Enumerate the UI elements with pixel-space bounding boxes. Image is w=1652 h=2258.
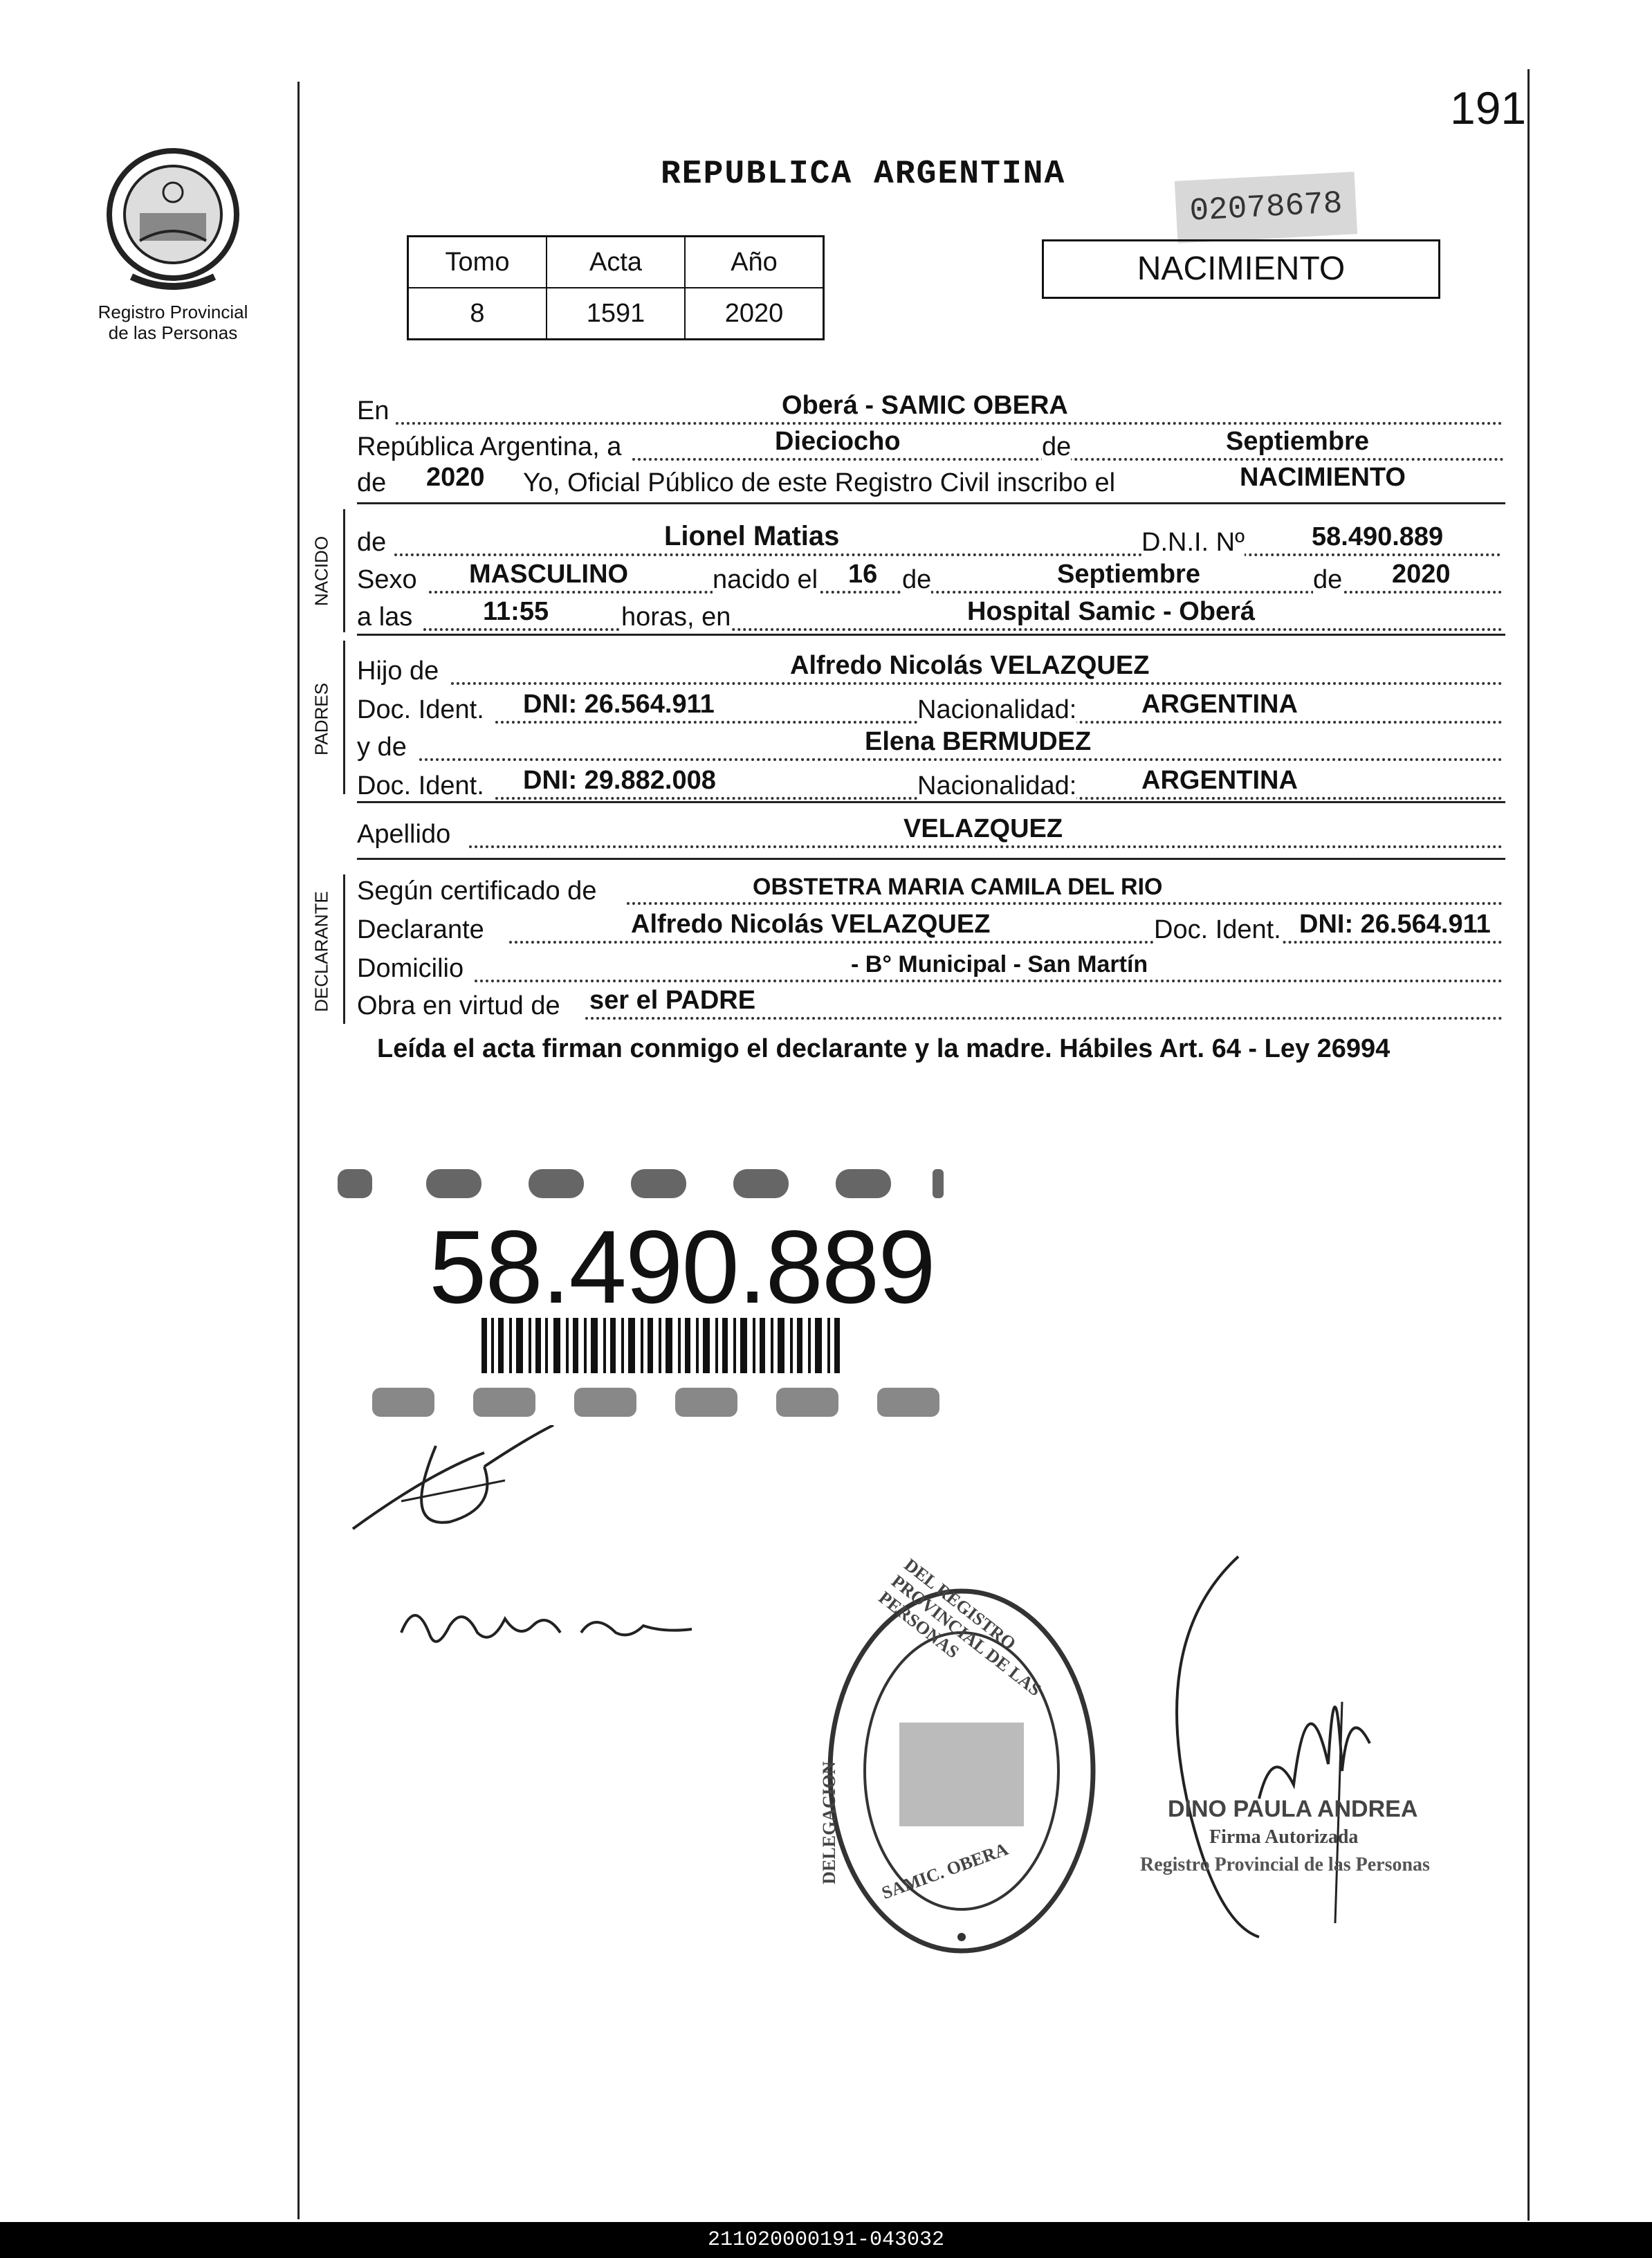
serial-number: 02078678 <box>1175 172 1357 243</box>
closing-statement: Leída el acta firman conmigo el declarante y la madre. Hábiles Art. 64 - Ley 26994 <box>377 1034 1391 1063</box>
label-domicilio: Domicilio <box>357 954 464 983</box>
official-signature <box>1135 1536 1439 1951</box>
label-hijo-de: Hijo de <box>357 657 439 686</box>
value-anio-inscripcion: 2020 <box>426 463 485 492</box>
value-dia: Dieciocho <box>775 427 901 456</box>
label-oficial: Yo, Oficial Público de este Registro Civil inscribo el <box>523 468 1116 497</box>
logo-caption-line1: Registro Provincial <box>98 302 248 322</box>
label-de2: de <box>357 468 387 497</box>
line-nombre <box>357 521 1505 560</box>
value-mes: Septiembre <box>1226 427 1369 456</box>
label-nacido-el: nacido el <box>713 565 818 594</box>
label-doc-ident-madre: Doc. Ident. <box>357 771 484 800</box>
registry-value-acta: 1591 <box>547 288 685 340</box>
logo-caption-line2: de las Personas <box>108 322 238 343</box>
section-bar-nacido <box>343 509 345 632</box>
page-number: 191 <box>1450 82 1527 134</box>
watermark-pattern-top <box>338 1169 944 1198</box>
registry-header-anio: Año <box>685 237 824 288</box>
label-en: En <box>357 396 389 425</box>
label-de-nombre: de <box>357 528 387 557</box>
dots <box>469 845 1503 848</box>
separator <box>357 502 1505 504</box>
value-hora: 11:55 <box>483 597 549 626</box>
line-madre-doc <box>357 768 1505 804</box>
dots <box>419 758 1503 761</box>
stamp-text-left: DELEGACION <box>818 1761 839 1884</box>
section-label-padres: PADRES <box>311 683 332 755</box>
line-padre-doc <box>357 692 1505 728</box>
value-declarante-doc: DNI: 26.564.911 <box>1299 910 1491 939</box>
logo-caption <box>69 302 277 343</box>
value-madre: Elena BERMUDEZ <box>865 727 1092 756</box>
line-obra <box>357 988 1505 1024</box>
right-margin-line <box>1527 69 1530 2221</box>
footer-code: 211020000191-043032 <box>707 2228 945 2252</box>
value-obra: ser el PADRE <box>589 986 756 1015</box>
line-en <box>357 393 1505 429</box>
value-padre-doc: DNI: 26.564.911 <box>523 690 715 719</box>
label-declarante: Declarante <box>357 915 484 944</box>
line-declarante <box>357 912 1505 948</box>
barcode-number: 58.490.889 <box>429 1209 935 1325</box>
dots <box>627 902 1503 905</box>
registry-header-acta: Acta <box>547 237 685 288</box>
label-sexo: Sexo <box>357 565 417 594</box>
dots <box>423 628 1503 631</box>
value-nombre: Lionel Matias <box>664 521 840 551</box>
separator <box>357 858 1505 860</box>
stamp-text-top: DEL REGISTRO PROVINCIAL DE LAS PERSONAS <box>874 1554 1045 1700</box>
left-margin-line <box>297 82 300 2219</box>
section-bar-declarante <box>343 874 345 1024</box>
label-doc-ident-declarante: Doc. Ident. <box>1154 915 1281 944</box>
label-de-anio: de <box>1313 565 1343 594</box>
label-y-de: y de <box>357 733 407 762</box>
declarante-signature <box>346 1425 567 1543</box>
provincia-seal-logo <box>97 138 249 301</box>
label-nacionalidad-padre: Nacionalidad: <box>917 695 1077 724</box>
official-org: Registro Provincial de las Personas <box>1140 1854 1430 1875</box>
label-de: de <box>1042 432 1072 461</box>
value-padre: Alfredo Nicolás VELAZQUEZ <box>790 651 1150 680</box>
registry-table-value-row <box>408 288 824 340</box>
value-mes-nacimiento: Septiembre <box>1057 560 1200 589</box>
line-madre <box>357 729 1505 765</box>
value-dia-nacimiento: 16 <box>848 560 878 589</box>
madre-signature <box>387 1591 706 1667</box>
label-dni: D.N.I. Nº <box>1141 528 1245 557</box>
value-madre-nacionalidad: ARGENTINA <box>1141 766 1298 795</box>
line-oficial <box>357 465 1505 501</box>
label-de-mes: de <box>902 565 932 594</box>
value-certificado: OBSTETRA MARIA CAMILA DEL RIO <box>753 874 1163 900</box>
document-title: REPUBLICA ARGENTINA <box>661 156 1066 193</box>
value-domicilio: - B° Municipal - San Martín <box>851 951 1148 977</box>
section-label-declarante: DECLARANTE <box>311 891 332 1012</box>
label-republica: República Argentina, a <box>357 432 622 461</box>
label-apellido: Apellido <box>357 820 451 849</box>
label-a-las: a las <box>357 603 413 632</box>
official-role: Firma Autorizada <box>1209 1826 1359 1848</box>
line-padre <box>357 653 1505 689</box>
line-domicilio <box>357 951 1505 986</box>
value-lugar-inscripcion: Oberá - SAMIC OBERA <box>782 391 1068 420</box>
line-segun <box>357 873 1505 909</box>
section-bar-padres <box>343 641 345 794</box>
label-doc-ident-padre: Doc. Ident. <box>357 695 484 724</box>
value-acto: NACIMIENTO <box>1240 463 1406 492</box>
dots <box>509 941 1503 944</box>
value-sexo: MASCULINO <box>469 560 629 589</box>
dots <box>394 553 1501 556</box>
registry-table-header-row <box>408 237 824 288</box>
value-padre-nacionalidad: ARGENTINA <box>1141 690 1298 719</box>
value-lugar-nacimiento: Hospital Samic - Oberá <box>967 597 1256 626</box>
dots <box>451 682 1503 685</box>
registry-value-tomo: 8 <box>408 288 547 340</box>
label-horas-en: horas, en <box>621 603 731 632</box>
line-republica <box>357 429 1505 465</box>
label-nacionalidad-madre: Nacionalidad: <box>917 771 1077 800</box>
dots <box>396 422 1503 425</box>
line-hora <box>357 599 1505 635</box>
registry-table <box>407 235 825 340</box>
separator <box>357 634 1505 636</box>
official-name: DINO PAULA ANDREA <box>1168 1796 1418 1822</box>
value-anio-nacimiento: 2020 <box>1392 560 1451 589</box>
value-declarante: Alfredo Nicolás VELAZQUEZ <box>631 910 991 939</box>
document-type-box: NACIMIENTO <box>1042 239 1440 299</box>
registry-header-tomo: Tomo <box>408 237 547 288</box>
value-dni: 58.490.889 <box>1312 522 1444 551</box>
value-apellido: VELAZQUEZ <box>903 814 1063 843</box>
watermark-pattern-bottom <box>372 1388 939 1417</box>
value-madre-doc: DNI: 29.882.008 <box>523 766 716 795</box>
section-label-nacido: NACIDO <box>311 535 332 607</box>
label-segun-certificado: Según certificado de <box>357 876 597 906</box>
line-sexo <box>357 562 1505 598</box>
label-obra-en-virtud: Obra en virtud de <box>357 991 560 1020</box>
stamp-text-bottom: SAMIC. OBERA <box>879 1839 1011 1904</box>
line-apellido <box>357 816 1505 852</box>
dots <box>585 1017 1503 1020</box>
dots <box>475 980 1503 982</box>
separator <box>357 801 1505 803</box>
registry-value-anio: 2020 <box>685 288 824 340</box>
